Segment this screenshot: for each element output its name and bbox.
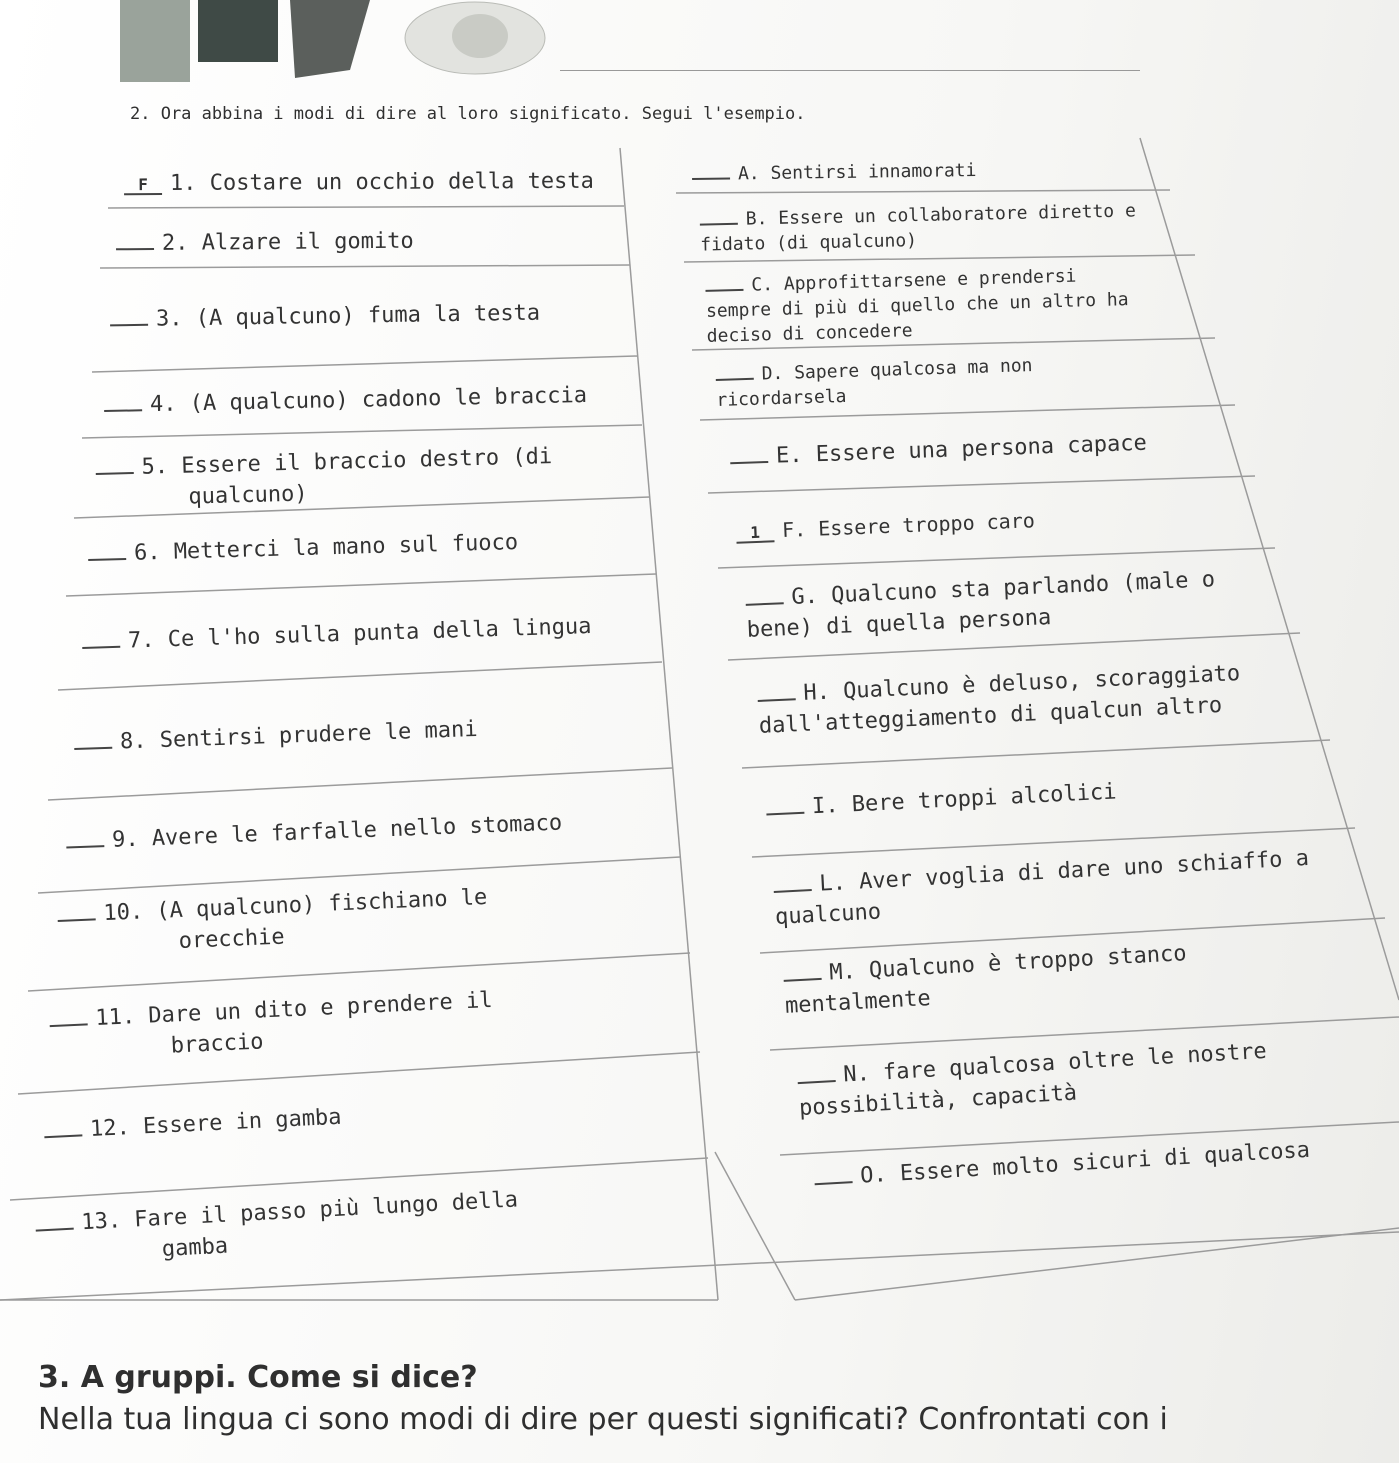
answer-blank[interactable] (88, 558, 126, 561)
left-item-text-cont: orecchie (178, 924, 286, 954)
left-item-text: 10. (A qualcuno) fischiano le (102, 885, 488, 927)
left-item-text: 4. (A qualcuno) cadono le braccia (149, 382, 588, 418)
left-item-text-cont: qualcuno) (188, 481, 308, 510)
right-item-text-cont: ricordarsela (716, 386, 847, 412)
left-item-text: 6. Metterci la mano sul fuoco (133, 530, 519, 566)
answer-blank[interactable] (716, 378, 754, 381)
answer-blank[interactable] (36, 1228, 74, 1232)
answer-blank[interactable] (66, 845, 104, 848)
left-item (124, 167, 594, 200)
right-item-text: D. Sapere qualcosa ma non (761, 355, 1033, 385)
answer-blank[interactable] (50, 1023, 88, 1027)
left-item-text: 2. Alzare il gomito (161, 228, 414, 256)
left-item-text: 3. (A qualcuno) fuma la testa (155, 300, 541, 332)
answer-blank[interactable] (116, 248, 154, 250)
answer-blank[interactable] (692, 177, 730, 180)
right-item-text: B. Essere un collaboratore diretto e (745, 200, 1137, 230)
right-item-text: A. Sentirsi innamorati (737, 160, 977, 185)
left-item-text-cont: gamba (161, 1233, 229, 1262)
right-item-text-cont: mentalmente (784, 985, 932, 1019)
answer-blank[interactable] (110, 324, 148, 327)
right-item-text: O. Essere molto sicuri di qualcosa (859, 1137, 1311, 1189)
left-item (116, 227, 414, 260)
left-item (95, 442, 553, 516)
right-item (700, 198, 1137, 257)
answer-blank[interactable] (730, 461, 768, 464)
answer-blank[interactable] (104, 409, 142, 412)
answer-blank[interactable] (815, 1181, 853, 1185)
answer-blank[interactable] (96, 472, 134, 475)
right-item-text-cont: dall'atteggiamento di qualcun altro (758, 692, 1223, 739)
right-item-text: N. fare qualcosa oltre le nostre (842, 1038, 1268, 1088)
left-item-text: 9. Avere le farfalle nello stomaco (111, 810, 563, 853)
answer-blank[interactable] (758, 698, 796, 702)
right-item (715, 353, 1033, 413)
right-item-text-cont: bene) di quella persona (746, 604, 1052, 643)
right-item-text: C. Approfittarsene e prendersi (751, 265, 1077, 296)
right-item-text: G. Qualcuno sta parlando (male o (790, 567, 1216, 610)
left-item-text: 11. Dare un dito e prendere il (94, 987, 493, 1031)
answer-blank[interactable] (705, 289, 743, 292)
left-item-text: 12. Essere in gamba (89, 1104, 343, 1143)
answer-blank[interactable] (74, 747, 112, 750)
right-item-text-cont: fidato (di qualcuno) (700, 230, 918, 256)
answer-blank[interactable] (798, 1080, 836, 1084)
section-3-text: Nella tua lingua ci sono modi di dire per questi significati? Confrontati con i (38, 1402, 1168, 1437)
right-item-text-cont: qualcuno (774, 899, 882, 930)
left-item-text: 7. Ce l'ho sulla punta della lingua (127, 614, 592, 654)
right-item-text-cont: sempre di più di quello che un altro ha (705, 289, 1129, 323)
right-item-text-cont: deciso di concedere (706, 320, 913, 348)
answer-blank[interactable]: F (124, 177, 162, 195)
left-item-text-cont: braccio (170, 1029, 264, 1059)
left-item-text: 8. Sentirsi prudere le mani (119, 716, 478, 755)
left-item-text: 1. Costare un occhio della testa (169, 168, 594, 196)
answer-blank[interactable] (82, 646, 120, 649)
right-item-text: I. Bere troppi alcolici (811, 779, 1117, 820)
left-item-text: 13. Fare il passo più lungo della (80, 1187, 519, 1236)
left-item-text: 5. Essere il braccio destro (di (141, 444, 553, 480)
answer-blank[interactable] (44, 1134, 82, 1138)
answer-blank[interactable] (700, 223, 738, 226)
right-item (692, 158, 977, 187)
right-item-text: E. Essere una persona capace (775, 430, 1148, 469)
answer-blank[interactable] (774, 889, 812, 893)
right-item-text: M. Qualcuno è troppo stanco (828, 941, 1188, 986)
right-item-text-cont: possibilità, capacità (798, 1080, 1078, 1121)
answer-blank[interactable]: 1 (736, 524, 775, 543)
answer-blank[interactable] (746, 602, 784, 606)
answer-blank[interactable] (766, 812, 804, 816)
right-item (705, 262, 1130, 349)
section-3-title: 3. A gruppi. Come si dice? (38, 1360, 478, 1395)
right-item-text: L. Aver voglia di dare uno schiaffo a (818, 846, 1310, 897)
right-item-text: H. Qualcuno è deluso, scoraggiato (802, 661, 1241, 706)
answer-blank[interactable] (784, 978, 822, 982)
answer-blank[interactable] (58, 918, 96, 922)
exercise-instruction: 2. Ora abbina i modi di dire al loro significato. Segui l'esempio. (130, 104, 806, 124)
right-item-text: F. Essere troppo caro (781, 508, 1036, 542)
